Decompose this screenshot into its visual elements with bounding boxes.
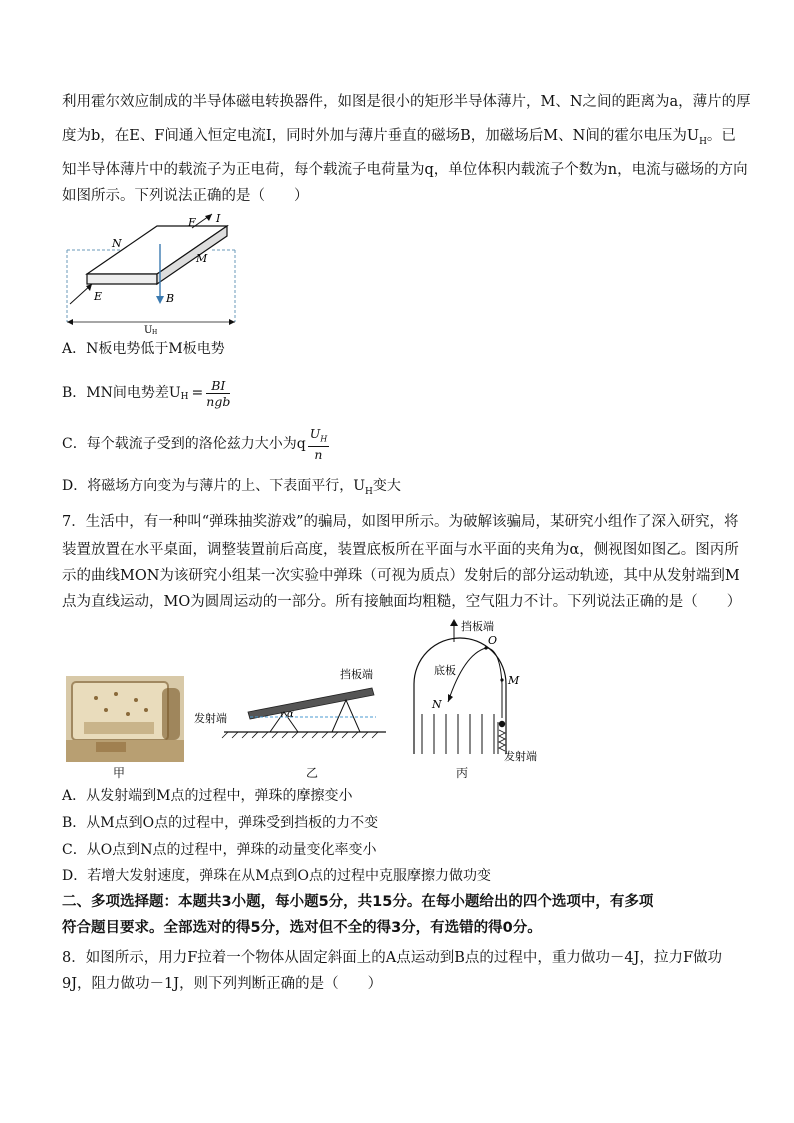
q6-option-d-sub: H (365, 486, 373, 497)
label-F: F (188, 216, 196, 229)
bing-baffle-label: 挡板端 (461, 620, 494, 633)
point-M-label: M (508, 674, 520, 687)
baffle-direction-arrow-icon (450, 619, 458, 626)
q6-stem-line-3: 知半导体薄片中的载流子为正电荷，每个载流子电荷量为q，单位体积内载流子个数为n，电流与磁场的方向 (62, 162, 748, 178)
label-N: N (112, 237, 122, 250)
side-view-figure (186, 660, 386, 760)
label-B: B (166, 292, 175, 305)
magnetic-field-arrow-icon (156, 296, 164, 304)
q6-stem-line-2-end: 。已 (706, 128, 736, 144)
q7-option-a: A．从发射端到M点的过程中，弹珠的摩擦变小 (62, 788, 353, 804)
q6-option-d-end: 变大 (372, 478, 401, 494)
baffle-end-label: 挡板端 (340, 668, 373, 681)
q6-option-b-sub: H (180, 392, 189, 402)
q6-option-c (62, 425, 329, 463)
launch-end-label: 发射端 (194, 712, 227, 725)
figure-bing-label: 丙 (456, 766, 469, 780)
q6-stem-line-4: 如图所示。下列说法正确的是（ ） (62, 188, 309, 204)
pin-lines (422, 714, 494, 754)
outer-arch (414, 638, 506, 754)
q7-stem-line-3: 示的曲线MON为该研究小组某一次实验中弹珠（可视为质点）发射后的部分运动轨迹，其中从发射端到M (62, 568, 740, 584)
label-U-sub: H (152, 329, 158, 334)
q6-stem-line-1: 利用霍尔效应制成的半导体磁电转换器件，如图是很小的矩形半导体薄片，M、N之间的距离为a，薄片的厚 (62, 94, 751, 110)
q7-stem-line-4: 点为直线运动，MO为圆周运动的一部分。所有接触面均粗糙，空气阻力不计。下列说法正确的是（ ） (62, 594, 742, 610)
q7-option-c: C．从O点到N点的过程中，弹珠的动量变化率变小 (62, 842, 377, 858)
section-2-heading-line-1: 二、多项选择题：本题共3小题，每小题5分，共15分。在每小题给出的四个选项中，有多项 (62, 894, 654, 910)
q6-option-c-text: C．每个载流子受到的洛伦兹力大小为q (62, 436, 306, 452)
section-2-heading-line-2: 符合题目要求。全部选对的得5分，选对但不全的得3分，有选错的得0分。 (62, 920, 542, 936)
rear-support (332, 700, 360, 732)
q6-option-b-numerator: BI (206, 378, 230, 394)
trajectory-path (448, 648, 502, 718)
q7-stem-line-2: 装置放置在水平桌面，调整装置前后高度，装置底板所在平面与水平面的夹角为α，侧视图如图乙。图丙所 (62, 542, 739, 558)
point-O-label: O (488, 634, 498, 647)
q6-option-b-fraction (206, 378, 230, 409)
q8-stem-line-1: 8．如图所示，用力F拉着一个物体从固定斜面上的A点运动到B点的过程中，重力做功－4J，拉力F做功 (62, 950, 723, 966)
label-I: I (216, 212, 221, 225)
q6-option-c-numerator (308, 426, 330, 448)
front-support (270, 712, 298, 732)
q6-stem-line-2 (62, 126, 736, 152)
spring-icon (499, 730, 505, 751)
semiconductor-slab-front (87, 274, 157, 284)
angle-alpha-label: α (287, 709, 294, 720)
inclined-board (248, 688, 374, 719)
trajectory-figure (406, 614, 546, 764)
q6-option-a: A．N板电势低于M板电势 (62, 341, 225, 357)
q6-option-c-fraction (308, 426, 330, 463)
q6-option-b (62, 374, 230, 412)
q6-stem-line-2-text: 度为b，在E、F间通入恒定电流I，同时外加与薄片垂直的磁场B，加磁场后M、N间的霍尔电压为U (62, 128, 700, 144)
base-plate-label: 底板 (434, 664, 456, 677)
q6-option-b-eq: = (191, 385, 204, 401)
q8-stem-line-2: 9J，阻力做功－1J，则下列判断正确的是（ ） (62, 976, 383, 992)
point-N-label: N (432, 698, 442, 711)
label-U: U (144, 325, 153, 334)
q6-option-d (62, 476, 401, 502)
figure-yi-label: 乙 (306, 766, 319, 780)
label-M: M (196, 252, 208, 265)
q6-option-c-num-sub: H (320, 434, 328, 444)
hall-effect-figure (62, 212, 242, 334)
q6-option-c-denominator: n (314, 447, 323, 463)
q7-stem-line-1: 7．生活中，有一种叫“弹珠抽奖游戏”的骗局，如图甲所示。为破解该骗局，某研究小组作了深入研究，将 (62, 514, 739, 530)
ball-icon (499, 721, 505, 727)
bing-launch-label: 发射端 (504, 750, 537, 763)
q6-option-c-num-text: U (309, 425, 321, 441)
q6-option-b-text: B．MN间电势差U (62, 385, 181, 401)
q7-option-b: B．从M点到O点的过程中，弹珠受到挡板的力不变 (62, 815, 379, 831)
q6-option-d-text: D．将磁场方向变为与薄片的上、下表面平行，U (62, 478, 366, 494)
pinball-device-photo (66, 676, 184, 762)
q7-option-d: D．若增大发射速度，弹珠在从M点到O点的过程中克服摩擦力做功变 (62, 868, 492, 884)
figure-jia-label: 甲 (113, 766, 126, 780)
q6-option-b-denominator: ngb (206, 393, 231, 409)
q6-stem-line-2-sub: H (699, 136, 707, 147)
current-arrow-icon (205, 214, 212, 221)
label-E: E (94, 290, 103, 303)
